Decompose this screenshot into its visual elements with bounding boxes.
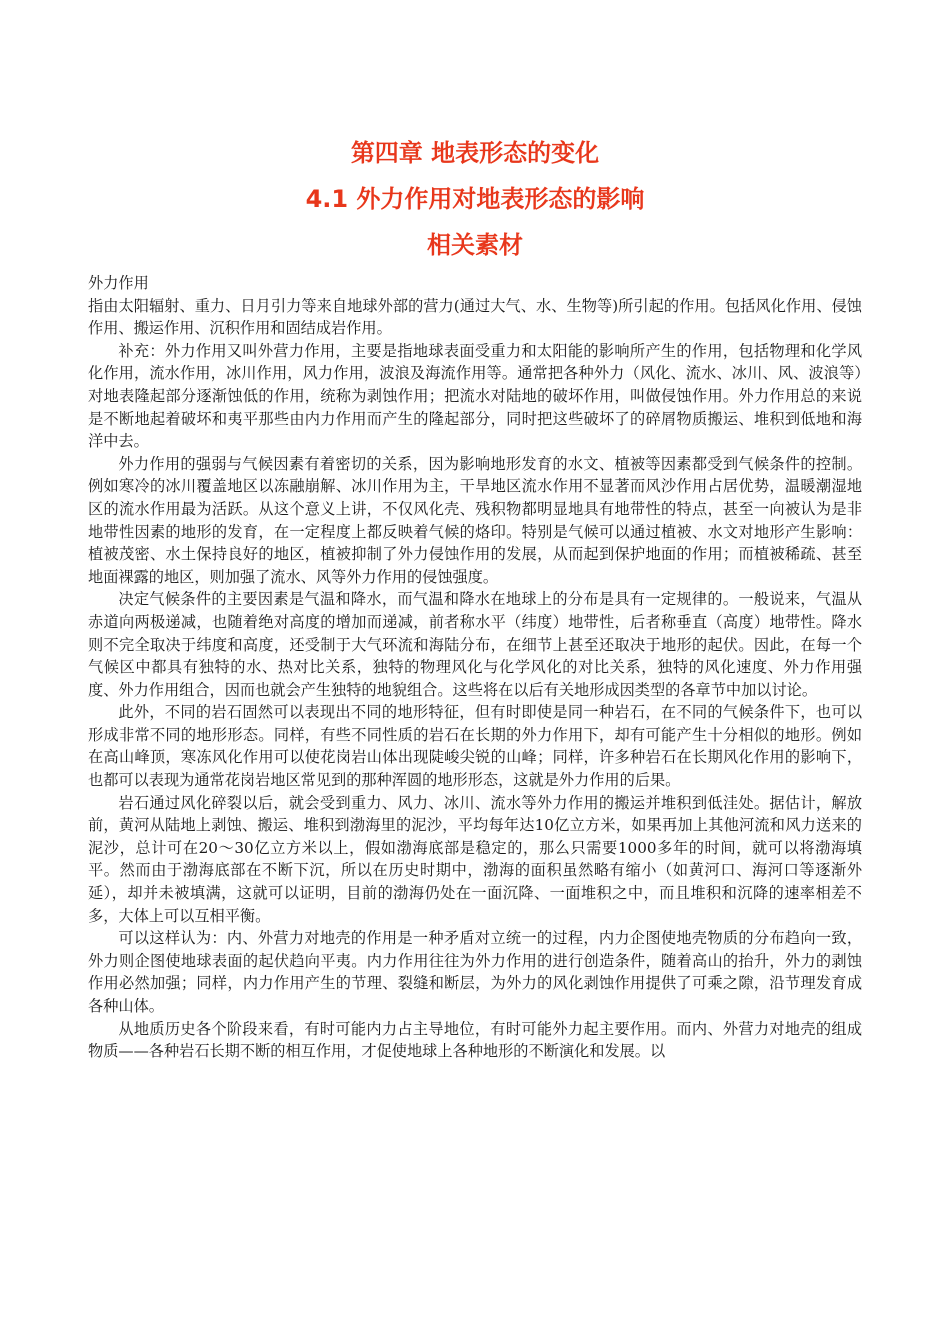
subtitle: 相关素材 xyxy=(427,231,523,259)
paragraph: 可以这样认为：内、外营力对地壳的作用是一种矛盾对立统一的过程，内力企图使地壳物质的分布趋向一致，外力则企图使地球表面的起伏趋向平夷。内力作用往往为外力作用的进行创造条件，随着高山的抬升，外力的剥蚀作用必然加强；同样，内力作用产生的节理、裂缝和断层，为外力的风化剥蚀作用提供了可乘之隙，沿节理发育成各种山体。 xyxy=(88,929,862,1015)
chapter-title: 第四章 地表形态的变化 xyxy=(350,139,600,167)
paragraph: 外力作用的强弱与气候因素有着密切的关系，因为影响地形发育的水文、植被等因素都受到气候条件的控制。例如寒冷的冰川覆盖地区以冻融崩解、冰川作用为主，干旱地区流水作用不显著而风沙作用占居优势，温暖潮湿地区的流水作用最为活跃。从这个意义上讲，不仅风化壳、残积物都明显地具有地带性的特点，甚至一向被认为是非地带性因素的地形的发育，在一定程度上都反映着气候的烙印。特别是气候可以通过植被、水文对地形产生影响：植被茂密、水土保持良好的地区，植被抑制了外力侵蚀作用的发展，从而起到保护地面的作用；而植被稀疏、甚至地面裸露的地区，则加强了流水、风等外力作用的侵蚀强度。 xyxy=(88,454,862,586)
section-title: 4.1 外力作用对地表形态的影响 xyxy=(305,185,645,213)
title-block xyxy=(0,130,950,268)
document-body xyxy=(88,272,862,1063)
definition-paragraph: 指由太阳辐射、重力、日月引力等来自地球外部的营力(通过大气、水、生物等)所引起的作用。包括风化作用、侵蚀作用、搬运作用、沉积作用和固结成岩作用。 xyxy=(88,296,862,338)
section-heading: 外力作用 xyxy=(88,274,149,292)
paragraph: 此外，不同的岩石固然可以表现出不同的地形特征，但有时即使是同一种岩石，在不同的气候条件下，也可以形成非常不同的地形形态。同样，有些不同性质的岩石在长期的外力作用下，却有可能产生十分相似的地形。例如在高山峰顶，寒冻风化作用可以使花岗岩山体出现陡峻尖锐的山峰；同样，许多种岩石在长期风化作用的影响下，也都可以表现为通常花岗岩地区常见到的那种浑圆的地形形态，这就是外力作用的后果。 xyxy=(88,703,862,790)
paragraph: 决定气候条件的主要因素是气温和降水，而气温和降水在地球上的分布是具有一定规律的。一般说来，气温从赤道向两极递减，也随着绝对高度的增加而递减，前者称水平（纬度）地带性，后者称垂直（高度）地带性。降水则不完全取决于纬度和高度，还受制于大气环流和海陆分布，在细节上甚至还取决于地形的起伏。因此，在每一个气候区中都具有独特的水、热对比关系，独特的物理风化与化学风化的对比关系，独特的风化速度、外力作用强度、外力作用组合，因而也就会产生独特的地貌组合。这些将在以后有关地形成因类型的各章节中加以讨论。 xyxy=(88,590,862,699)
paragraph: 补充：外力作用又叫外营力作用，主要是指地球表面受重力和太阳能的影响所产生的作用，包括物理和化学风化作用，流水作用，冰川作用，风力作用，波浪及海流作用等。通常把各种外力（风化、流水、冰川、风、波浪等）对地表隆起部分逐渐蚀低的作用，统称为剥蚀作用；把流水对陆地的破坏作用，叫做侵蚀作用。外力作用总的来说是不断地起着破坏和夷平那些由内力作用而产生的隆起部分，同时把这些破坏了的碎屑物质搬运、堆积到低地和海洋中去。 xyxy=(88,341,862,451)
paragraph: 从地质历史各个阶段来看，有时可能内力占主导地位，有时可能外力起主要作用。而内、外营力对地壳的组成物质——各种岩石长期不断的相互作用，才促使地球上各种地形的不断演化和发展。以 xyxy=(88,1019,862,1061)
paragraph: 岩石通过风化碎裂以后，就会受到重力、风力、冰川、流水等外力作用的搬运并堆积到低洼处。据估计，解放前，黄河从陆地上剥蚀、搬运、堆积到渤海里的泥沙，平均每年达10亿立方米，如果再加上其他河流和风力送来的泥沙，总计可在20～30亿立方米以上，假如渤海底部是稳定的，那么只需要1000多年的时间，就可以将渤海填平。然而由于渤海底部在不断下沉，所以在历史时期中，渤海的面积虽然略有缩小（如黄河口、海河口等逐渐外延），却并未被填满，这就可以证明，目前的渤海仍处在一面沉降、一面堆积之中，而且堆积和沉降的速率相差不多，大体上可以互相平衡。 xyxy=(88,793,862,925)
